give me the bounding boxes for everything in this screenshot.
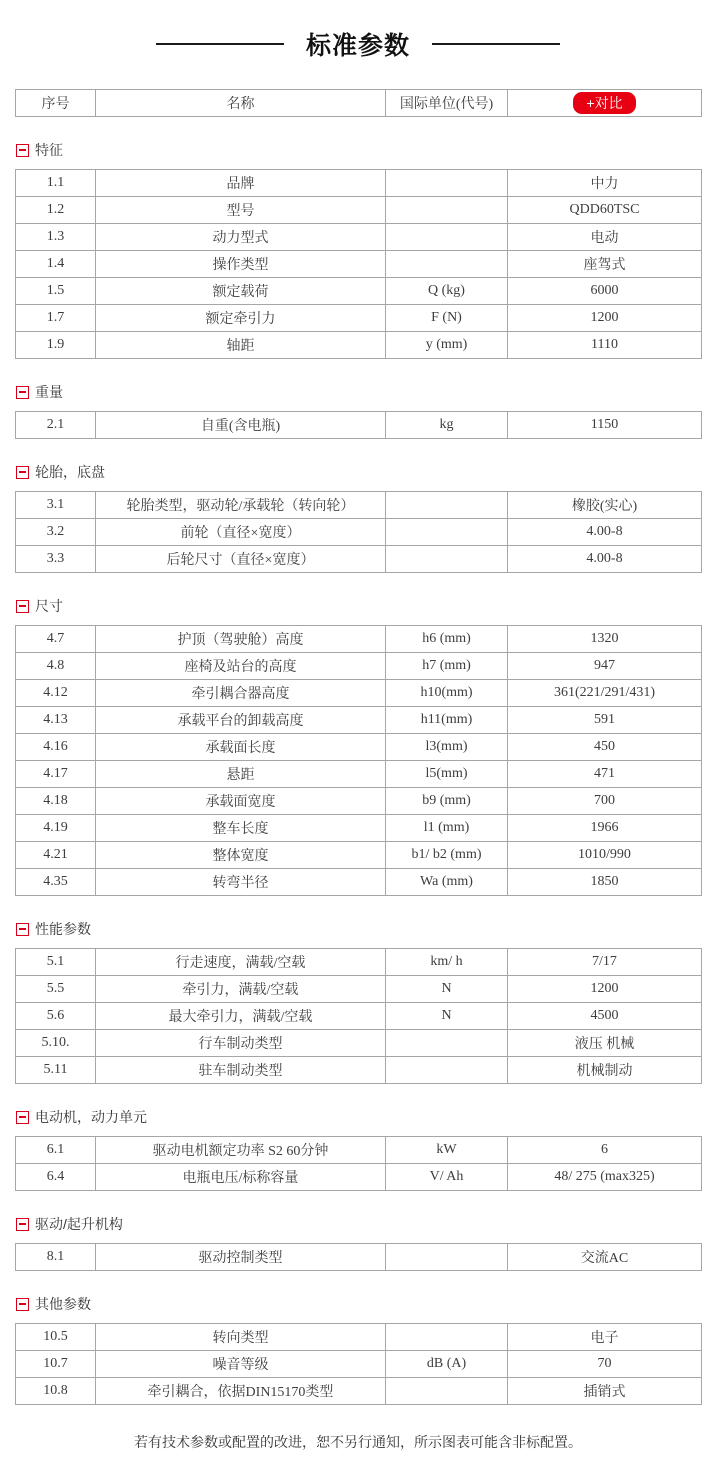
row-value: 4500 — [508, 1003, 702, 1030]
row-value: 6000 — [508, 278, 702, 305]
table-row — [16, 1030, 702, 1057]
section — [15, 140, 701, 359]
row-name: 自重(含电瓶) — [96, 412, 386, 439]
row-unit — [386, 519, 508, 546]
section-header — [16, 462, 701, 482]
row-no: 5.6 — [16, 1003, 96, 1030]
row-unit: h6 (mm) — [386, 626, 508, 653]
row-no: 4.21 — [16, 842, 96, 869]
row-no: 4.16 — [16, 734, 96, 761]
row-name: 承载平台的卸载高度 — [96, 707, 386, 734]
row-name: 行车制动类型 — [96, 1030, 386, 1057]
row-value: 1150 — [508, 412, 702, 439]
header-row — [16, 90, 702, 117]
row-unit — [386, 1057, 508, 1084]
row-unit — [386, 170, 508, 197]
row-value: 4.00-8 — [508, 546, 702, 573]
row-name: 电瓶电压/标称容量 — [96, 1164, 386, 1191]
row-unit: h11(mm) — [386, 707, 508, 734]
header-cell-compare — [508, 90, 702, 117]
row-unit — [386, 492, 508, 519]
row-value: QDD60TSC — [508, 197, 702, 224]
row-no: 1.9 — [16, 332, 96, 359]
section-header — [16, 382, 701, 402]
section — [15, 596, 701, 896]
section-label: 尺寸 — [35, 598, 63, 614]
collapse-minus-icon[interactable] — [16, 144, 29, 157]
section-label: 重量 — [35, 384, 63, 400]
row-unit: dB (A) — [386, 1351, 508, 1378]
row-value: 橡胶(实心) — [508, 492, 702, 519]
row-name: 操作类型 — [96, 251, 386, 278]
row-name: 驱动电机额定功率 S2 60分钟 — [96, 1137, 386, 1164]
table-row — [16, 842, 702, 869]
row-value: 48/ 275 (max325) — [508, 1164, 702, 1191]
table-row — [16, 492, 702, 519]
row-name: 转向类型 — [96, 1324, 386, 1351]
section-header — [16, 140, 701, 160]
table-row — [16, 251, 702, 278]
row-unit: kg — [386, 412, 508, 439]
row-unit: F (N) — [386, 305, 508, 332]
table-row — [16, 761, 702, 788]
section-header — [16, 1107, 701, 1127]
row-unit: km/ h — [386, 949, 508, 976]
row-no: 1.3 — [16, 224, 96, 251]
row-name: 额定牵引力 — [96, 305, 386, 332]
header-cell-no: 序号 — [16, 90, 96, 117]
row-unit — [386, 1324, 508, 1351]
row-value: 591 — [508, 707, 702, 734]
row-no: 5.1 — [16, 949, 96, 976]
table-row — [16, 1378, 702, 1405]
row-value: 座驾式 — [508, 251, 702, 278]
row-unit: N — [386, 1003, 508, 1030]
row-unit: N — [386, 976, 508, 1003]
section-table — [15, 491, 702, 573]
row-name: 座椅及站台的高度 — [96, 653, 386, 680]
row-unit: l1 (mm) — [386, 815, 508, 842]
row-value: 1320 — [508, 626, 702, 653]
table-row — [16, 680, 702, 707]
row-unit: h7 (mm) — [386, 653, 508, 680]
row-value: 电子 — [508, 1324, 702, 1351]
row-value: 1200 — [508, 305, 702, 332]
section-table — [15, 1136, 702, 1191]
row-unit: kW — [386, 1137, 508, 1164]
row-unit — [386, 546, 508, 573]
table-row — [16, 788, 702, 815]
table-row — [16, 949, 702, 976]
row-name: 整车长度 — [96, 815, 386, 842]
header-cell-unit: 国际单位(代号) — [386, 90, 508, 117]
row-no: 4.35 — [16, 869, 96, 896]
row-name: 转弯半径 — [96, 869, 386, 896]
row-no: 1.7 — [16, 305, 96, 332]
row-unit: y (mm) — [386, 332, 508, 359]
row-unit: Q (kg) — [386, 278, 508, 305]
table-row — [16, 1244, 702, 1271]
section-header — [16, 1294, 701, 1314]
row-name: 驻车制动类型 — [96, 1057, 386, 1084]
row-value: 1200 — [508, 976, 702, 1003]
title-rule-left — [156, 43, 284, 45]
row-name: 牵引耦合器高度 — [96, 680, 386, 707]
row-name: 额定载荷 — [96, 278, 386, 305]
row-no: 5.11 — [16, 1057, 96, 1084]
row-name: 轮胎类型，驱动轮/承载轮（转向轮） — [96, 492, 386, 519]
row-name: 前轮（直径×宽度） — [96, 519, 386, 546]
spec-header-table — [15, 89, 702, 117]
section-table — [15, 948, 702, 1084]
row-unit — [386, 224, 508, 251]
row-unit — [386, 1378, 508, 1405]
row-no: 4.18 — [16, 788, 96, 815]
section-label: 电动机，动力单元 — [35, 1109, 147, 1125]
page-title: 标准参数 — [305, 32, 410, 60]
table-row — [16, 976, 702, 1003]
row-no: 10.8 — [16, 1378, 96, 1405]
row-name: 牵引力，满载/空载 — [96, 976, 386, 1003]
row-unit: h10(mm) — [386, 680, 508, 707]
row-no: 5.5 — [16, 976, 96, 1003]
table-row — [16, 626, 702, 653]
section-header — [16, 919, 701, 939]
section-label: 轮胎，底盘 — [35, 464, 105, 480]
row-name: 后轮尺寸（直径×宽度） — [96, 546, 386, 573]
section — [15, 462, 701, 573]
header-cell-name: 名称 — [96, 90, 386, 117]
section-table — [15, 1323, 702, 1405]
section — [15, 382, 701, 439]
table-row — [16, 734, 702, 761]
section-label: 性能参数 — [35, 921, 91, 937]
row-no: 4.8 — [16, 653, 96, 680]
table-row — [16, 224, 702, 251]
row-value: 1850 — [508, 869, 702, 896]
row-no: 3.2 — [16, 519, 96, 546]
row-unit: b1/ b2 (mm) — [386, 842, 508, 869]
row-name: 品牌 — [96, 170, 386, 197]
section — [15, 1214, 701, 1271]
row-no: 3.1 — [16, 492, 96, 519]
row-name: 噪音等级 — [96, 1351, 386, 1378]
row-unit: b9 (mm) — [386, 788, 508, 815]
section-header — [16, 1214, 701, 1234]
table-row — [16, 1137, 702, 1164]
table-row — [16, 1324, 702, 1351]
table-row — [16, 653, 702, 680]
collapse-minus-icon[interactable] — [16, 1298, 29, 1311]
row-name: 最大牵引力，满载/空载 — [96, 1003, 386, 1030]
row-no: 5.10. — [16, 1030, 96, 1057]
table-row — [16, 305, 702, 332]
title-rule-right — [432, 43, 560, 45]
row-name: 整体宽度 — [96, 842, 386, 869]
table-row — [16, 815, 702, 842]
row-no: 4.7 — [16, 626, 96, 653]
row-value: 中力 — [508, 170, 702, 197]
section — [15, 1294, 701, 1405]
page-title-block — [15, 26, 701, 62]
table-row — [16, 1003, 702, 1030]
row-name: 承载面宽度 — [96, 788, 386, 815]
row-no: 4.19 — [16, 815, 96, 842]
collapse-minus-icon[interactable] — [16, 1111, 29, 1124]
section — [15, 919, 701, 1084]
row-name: 型号 — [96, 197, 386, 224]
row-value: 70 — [508, 1351, 702, 1378]
collapse-minus-icon[interactable] — [16, 466, 29, 479]
row-name: 悬距 — [96, 761, 386, 788]
row-no: 4.13 — [16, 707, 96, 734]
table-row — [16, 332, 702, 359]
row-unit — [386, 1030, 508, 1057]
row-no: 10.5 — [16, 1324, 96, 1351]
row-no: 6.4 — [16, 1164, 96, 1191]
table-row — [16, 412, 702, 439]
row-unit: Wa (mm) — [386, 869, 508, 896]
table-row — [16, 1057, 702, 1084]
row-no: 6.1 — [16, 1137, 96, 1164]
row-unit: l5(mm) — [386, 761, 508, 788]
sections-container — [15, 140, 701, 1405]
row-value: 947 — [508, 653, 702, 680]
row-value: 450 — [508, 734, 702, 761]
row-name: 护顶（驾驶舱）高度 — [96, 626, 386, 653]
row-no: 1.2 — [16, 197, 96, 224]
row-value: 700 — [508, 788, 702, 815]
table-row — [16, 170, 702, 197]
table-row — [16, 707, 702, 734]
row-unit — [386, 1244, 508, 1271]
row-unit: V/ Ah — [386, 1164, 508, 1191]
row-value: 交流AC — [508, 1244, 702, 1271]
row-no: 10.7 — [16, 1351, 96, 1378]
section-label: 特征 — [35, 142, 63, 158]
row-unit: l3(mm) — [386, 734, 508, 761]
collapse-minus-icon[interactable] — [16, 600, 29, 613]
row-name: 行走速度，满载/空载 — [96, 949, 386, 976]
table-row — [16, 197, 702, 224]
section — [15, 1107, 701, 1191]
section-label: 其他参数 — [35, 1296, 91, 1312]
row-value: 471 — [508, 761, 702, 788]
section-label: 驱动/起升机构 — [35, 1216, 123, 1232]
section-table — [15, 169, 702, 359]
row-no: 4.12 — [16, 680, 96, 707]
row-value: 机械制动 — [508, 1057, 702, 1084]
table-row — [16, 1164, 702, 1191]
row-no: 1.1 — [16, 170, 96, 197]
row-no: 1.4 — [16, 251, 96, 278]
section-table — [15, 1243, 702, 1271]
table-row — [16, 278, 702, 305]
collapse-minus-icon[interactable] — [16, 386, 29, 399]
row-value: 电动 — [508, 224, 702, 251]
row-no: 3.3 — [16, 546, 96, 573]
row-name: 驱动控制类型 — [96, 1244, 386, 1271]
table-row — [16, 546, 702, 573]
row-name: 动力型式 — [96, 224, 386, 251]
row-value: 361(221/291/431) — [508, 680, 702, 707]
row-no: 8.1 — [16, 1244, 96, 1271]
footer-note: 若有技术参数或配置的改进，恕不另行通知，所示图表可能含非标配置。 — [134, 1434, 582, 1450]
table-row — [16, 869, 702, 896]
row-no: 1.5 — [16, 278, 96, 305]
section-table — [15, 625, 702, 896]
row-name: 承载面长度 — [96, 734, 386, 761]
row-value: 4.00-8 — [508, 519, 702, 546]
section-header — [16, 596, 701, 616]
table-row — [16, 1351, 702, 1378]
row-value: 1110 — [508, 332, 702, 359]
row-value: 液压 机械 — [508, 1030, 702, 1057]
table-row — [16, 519, 702, 546]
row-name: 牵引耦合，依据DIN15170类型 — [96, 1378, 386, 1405]
compare-button[interactable]: +对比 — [573, 92, 635, 114]
row-value: 1966 — [508, 815, 702, 842]
row-unit — [386, 197, 508, 224]
row-no: 4.17 — [16, 761, 96, 788]
row-value: 1010/990 — [508, 842, 702, 869]
row-no: 2.1 — [16, 412, 96, 439]
row-value: 6 — [508, 1137, 702, 1164]
collapse-minus-icon[interactable] — [16, 923, 29, 936]
row-value: 7/17 — [508, 949, 702, 976]
section-table — [15, 411, 702, 439]
collapse-minus-icon[interactable] — [16, 1218, 29, 1231]
row-value: 插销式 — [508, 1378, 702, 1405]
row-name: 轴距 — [96, 332, 386, 359]
row-unit — [386, 251, 508, 278]
